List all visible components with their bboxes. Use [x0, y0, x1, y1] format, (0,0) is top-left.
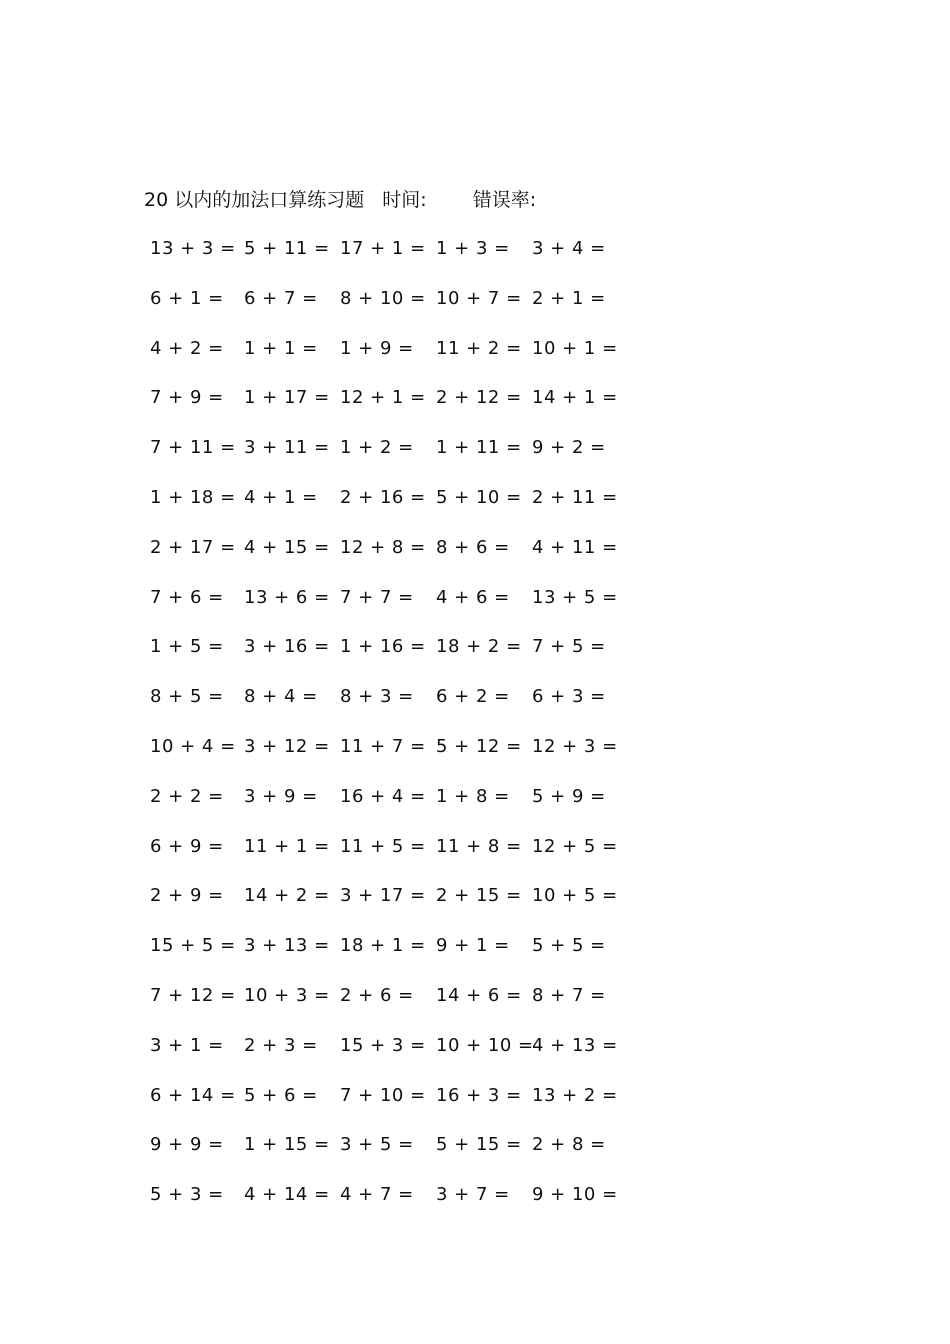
addition-problem: 1 + 11 = [436, 437, 522, 459]
addition-problem: 8 + 6 = [436, 536, 510, 558]
addition-problem: 1 + 16 = [340, 636, 426, 658]
addition-problem: 5 + 3 = [150, 1184, 224, 1206]
addition-problem: 15 + 5 = [150, 935, 236, 957]
addition-problem: 7 + 6 = [150, 586, 224, 608]
addition-problem: 4 + 15 = [244, 536, 330, 558]
addition-problem: 12 + 8 = [340, 536, 426, 558]
addition-problem: 4 + 11 = [532, 536, 618, 558]
addition-problem: 1 + 18 = [150, 486, 236, 508]
addition-problem: 9 + 2 = [532, 437, 606, 459]
addition-problem: 1 + 8 = [436, 785, 510, 807]
addition-problem: 3 + 12 = [244, 735, 330, 757]
problem-row [148, 734, 648, 784]
addition-problem: 6 + 7 = [244, 287, 318, 309]
addition-problem: 11 + 8 = [436, 835, 522, 857]
addition-problem: 13 + 3 = [150, 238, 236, 259]
error-rate-label: 错误率: [472, 189, 537, 211]
addition-problem: 6 + 2 = [436, 686, 510, 708]
addition-problem: 2 + 17 = [150, 536, 236, 558]
addition-problem: 3 + 16 = [244, 636, 330, 658]
addition-problem: 7 + 12 = [150, 984, 236, 1006]
problem-grid [148, 236, 648, 1232]
addition-problem: 2 + 8 = [532, 1134, 606, 1156]
addition-problem: 5 + 9 = [532, 785, 606, 807]
addition-problem: 4 + 14 = [244, 1184, 330, 1206]
addition-problem: 1 + 5 = [150, 636, 224, 658]
addition-problem: 4 + 2 = [150, 337, 224, 359]
addition-problem: 3 + 5 = [340, 1134, 414, 1156]
problem-row [148, 1182, 648, 1232]
addition-problem: 7 + 9 = [150, 387, 224, 409]
addition-problem: 4 + 7 = [340, 1184, 414, 1206]
problem-row [148, 1083, 648, 1133]
addition-problem: 10 + 1 = [532, 337, 618, 359]
problem-row [148, 883, 648, 933]
addition-problem: 14 + 6 = [436, 984, 522, 1006]
problem-row [148, 236, 648, 286]
addition-problem: 1 + 1 = [244, 337, 318, 359]
addition-problem: 6 + 1 = [150, 287, 224, 309]
problem-row [148, 983, 648, 1033]
addition-problem: 1 + 2 = [340, 437, 414, 459]
addition-problem: 1 + 3 = [436, 238, 510, 259]
addition-problem: 3 + 7 = [436, 1184, 510, 1206]
addition-problem: 16 + 4 = [340, 785, 426, 807]
addition-problem: 1 + 9 = [340, 337, 414, 359]
addition-problem: 10 + 7 = [436, 287, 522, 309]
problem-row [148, 834, 648, 884]
addition-problem: 12 + 5 = [532, 835, 618, 857]
addition-problem: 8 + 3 = [340, 686, 414, 708]
addition-problem: 7 + 7 = [340, 586, 414, 608]
addition-problem: 1 + 15 = [244, 1134, 330, 1156]
addition-problem: 8 + 5 = [150, 686, 224, 708]
addition-problem: 5 + 6 = [244, 1084, 318, 1106]
addition-problem: 2 + 15 = [436, 885, 522, 907]
problem-row [148, 336, 648, 386]
addition-problem: 3 + 4 = [532, 238, 606, 259]
addition-problem: 13 + 2 = [532, 1084, 618, 1106]
problem-row [148, 933, 648, 983]
time-label: 时间: [382, 189, 427, 211]
addition-problem: 6 + 3 = [532, 686, 606, 708]
problem-row [148, 684, 648, 734]
problem-row [148, 1132, 648, 1182]
addition-problem: 5 + 5 = [532, 935, 606, 957]
addition-problem: 3 + 17 = [340, 885, 426, 907]
addition-problem: 11 + 1 = [244, 835, 330, 857]
addition-problem: 15 + 3 = [340, 1034, 426, 1056]
addition-problem: 9 + 10 = [532, 1184, 618, 1206]
problem-row [148, 585, 648, 635]
addition-problem: 11 + 2 = [436, 337, 522, 359]
addition-problem: 8 + 7 = [532, 984, 606, 1006]
problem-row [148, 1033, 648, 1083]
addition-problem: 8 + 10 = [340, 287, 426, 309]
addition-problem: 2 + 3 = [244, 1034, 318, 1056]
addition-problem: 16 + 3 = [436, 1084, 522, 1106]
addition-problem: 1 + 17 = [244, 387, 330, 409]
addition-problem: 3 + 1 = [150, 1034, 224, 1056]
addition-problem: 2 + 6 = [340, 984, 414, 1006]
addition-problem: 2 + 16 = [340, 486, 426, 508]
problem-row [148, 485, 648, 535]
addition-problem: 11 + 7 = [340, 735, 426, 757]
worksheet-header [144, 186, 536, 214]
addition-problem: 8 + 4 = [244, 686, 318, 708]
worksheet-title: 20 以内的加法口算练习题 [144, 189, 365, 211]
problem-row [148, 385, 648, 435]
addition-problem: 10 + 5 = [532, 885, 618, 907]
addition-problem: 2 + 12 = [436, 387, 522, 409]
addition-problem: 9 + 1 = [436, 935, 510, 957]
problem-row [148, 286, 648, 336]
addition-problem: 2 + 9 = [150, 885, 224, 907]
addition-problem: 13 + 6 = [244, 586, 330, 608]
problem-row [148, 435, 648, 485]
addition-problem: 13 + 5 = [532, 586, 618, 608]
addition-problem: 17 + 1 = [340, 238, 426, 259]
addition-problem: 10 + 10 = [436, 1034, 534, 1056]
addition-problem: 2 + 11 = [532, 486, 618, 508]
addition-problem: 12 + 3 = [532, 735, 618, 757]
addition-problem: 7 + 11 = [150, 437, 236, 459]
addition-problem: 10 + 3 = [244, 984, 330, 1006]
addition-problem: 6 + 9 = [150, 835, 224, 857]
addition-problem: 3 + 13 = [244, 935, 330, 957]
addition-problem: 2 + 2 = [150, 785, 224, 807]
addition-problem: 2 + 1 = [532, 287, 606, 309]
addition-problem: 11 + 5 = [340, 835, 426, 857]
problem-row [148, 634, 648, 684]
addition-problem: 5 + 15 = [436, 1134, 522, 1156]
addition-problem: 5 + 11 = [244, 238, 330, 259]
addition-problem: 5 + 12 = [436, 735, 522, 757]
addition-problem: 6 + 14 = [150, 1084, 236, 1106]
addition-problem: 5 + 10 = [436, 486, 522, 508]
addition-problem: 4 + 13 = [532, 1034, 618, 1056]
addition-problem: 18 + 2 = [436, 636, 522, 658]
addition-problem: 3 + 11 = [244, 437, 330, 459]
addition-problem: 4 + 1 = [244, 486, 318, 508]
addition-problem: 10 + 4 = [150, 735, 236, 757]
problem-row [148, 535, 648, 585]
addition-problem: 12 + 1 = [340, 387, 426, 409]
addition-problem: 7 + 5 = [532, 636, 606, 658]
addition-problem: 3 + 9 = [244, 785, 318, 807]
addition-problem: 14 + 1 = [532, 387, 618, 409]
addition-problem: 9 + 9 = [150, 1134, 224, 1156]
addition-problem: 7 + 10 = [340, 1084, 426, 1106]
addition-problem: 14 + 2 = [244, 885, 330, 907]
addition-problem: 18 + 1 = [340, 935, 426, 957]
addition-problem: 4 + 6 = [436, 586, 510, 608]
problem-row [148, 784, 648, 834]
